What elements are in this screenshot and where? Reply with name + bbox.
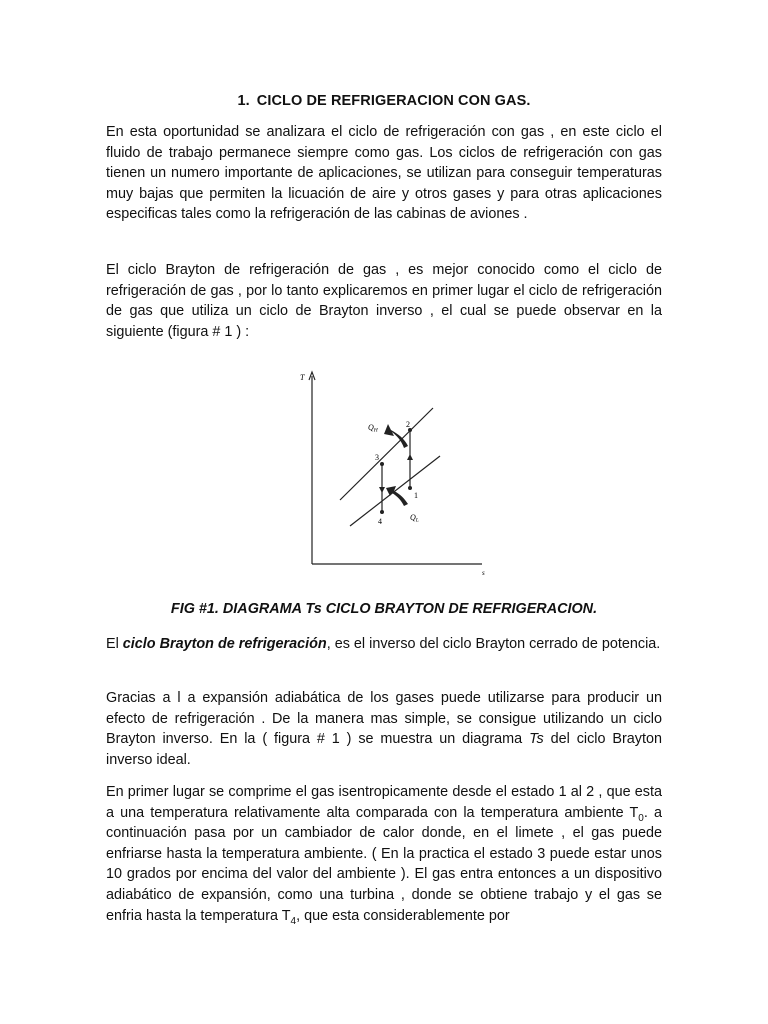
- ts-diagram: [290, 364, 500, 584]
- state-point-4: [380, 510, 384, 514]
- ql-label: QL: [410, 513, 419, 524]
- section-number: 1.: [237, 93, 250, 109]
- ts-term: Ts: [529, 731, 544, 748]
- paragraph-expansion: [106, 688, 662, 770]
- paragraph-process: [106, 782, 662, 926]
- definition-prefix: El: [106, 636, 123, 652]
- process-text-c: , que esta considerablemente por: [296, 907, 510, 924]
- ts-diagram-figure: [290, 364, 500, 584]
- expansion-text-start: Gracias a l a expansión adiabática de los gases puede utilizarse para producir un efecto de refrigeración . De la manera mas simple, se consigue utilizando un ciclo Brayton inverso. En la ( figura # 1 ) se muestra un diagrama: [106, 690, 662, 748]
- state-point-3: [380, 462, 384, 466]
- state-point-1: [408, 486, 412, 490]
- qh-label: QH: [368, 423, 378, 434]
- label-point-1: 1: [414, 491, 418, 500]
- section-title: CICLO DE REFRIGERACION CON GAS.: [256, 93, 531, 109]
- label-point-3: 3: [375, 453, 379, 462]
- paragraph-definition: [106, 634, 662, 655]
- t4-subscript: 4: [290, 915, 297, 927]
- t-axis-label: T: [300, 373, 305, 382]
- high-pressure-line: [340, 408, 433, 500]
- paragraph-brayton: El ciclo Brayton de refrigeración de gas , es mejor conocido como el ciclo de refrigeración de gas , por lo tanto explicaremos en primer lugar el ciclo de refrigeración de gas que utiliza un ciclo de Brayton inverso , el cual se puede observar en la siguiente (figura # 1 ) :: [106, 262, 662, 340]
- process-text-b: . a continuación pasa por un cambiador de calor donde, en el limete , el gas puede enfriarse hasta la temperatura ambiente. ( En la practica el estado 3 puede estar unos 10 grados por encima del valor del ambiente ). El gas entra entonces a un dispositivo adiabático de expansión, como una turbina , donde se obtiene trabajo y el gas se enfria hasta la temperatura T: [106, 804, 662, 924]
- s-axis-label: s: [482, 569, 485, 577]
- label-point-2: 2: [406, 420, 410, 429]
- paragraph-intro: En esta oportunidad se analizara el ciclo de refrigeración con gas , en este ciclo el fluido de trabajo permanece siempre como gas. Los ciclos de refrigeración con gas tienen un numero importante de aplicaciones, se utilizan para conseguir temperaturas muy bajas que permiten la licuación de aire y otros gases y para otras aplicaciones especificas tales como la refrigeración de las cabinas de aviones .: [106, 124, 662, 223]
- t0-subscript: 0: [638, 812, 644, 824]
- process-text-a: En primer lugar se comprime el gas isentropicamente desde el estado 1 al 2 , que esta a una temperatura relativamente alta comparada con la temperatura ambiente T: [106, 784, 662, 821]
- definition-term: ciclo Brayton de refrigeración: [122, 636, 327, 652]
- low-pressure-line: [350, 456, 440, 526]
- section-heading: [0, 93, 768, 109]
- figure-caption: FIG #1. DIAGRAMA Ts CICLO BRAYTON DE REFRIGERACION.: [170, 601, 598, 617]
- label-point-4: 4: [378, 517, 382, 526]
- definition-suffix: , es el inverso del ciclo Brayton cerrado de potencia.: [326, 636, 661, 652]
- expansion-text-end: del ciclo Brayton inverso ideal.: [106, 731, 662, 768]
